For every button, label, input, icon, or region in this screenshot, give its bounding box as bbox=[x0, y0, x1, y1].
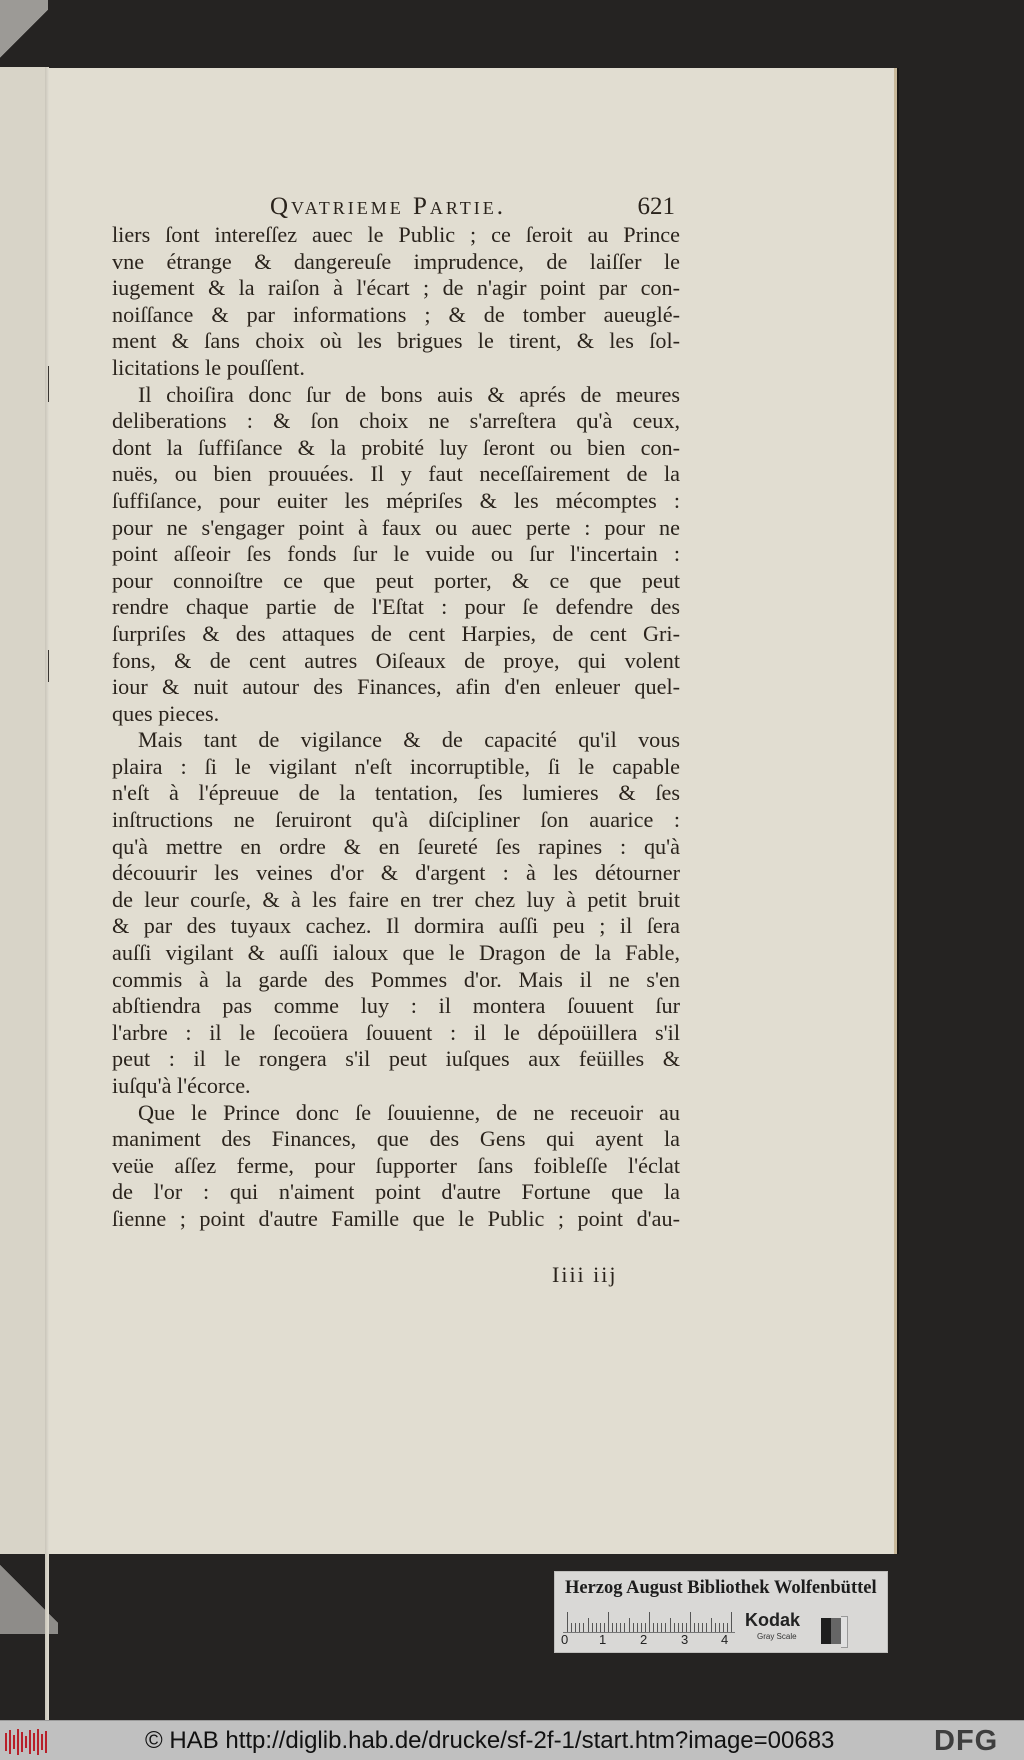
gray-scale-swatch-edge bbox=[841, 1616, 848, 1648]
ruler-tick bbox=[690, 1612, 691, 1632]
library-color-target bbox=[554, 1571, 888, 1653]
ruler-tick bbox=[653, 1623, 654, 1632]
page-number: 621 bbox=[637, 193, 675, 220]
kodak-subtitle: Gray Scale bbox=[757, 1632, 797, 1641]
text-line: vne étrange & dangereuſe imprudence, de laiſſer le bbox=[112, 248, 680, 274]
text-line: iour & nuit autour des Finances, afin d'en enleuer quel- bbox=[112, 674, 680, 700]
ruler-tick bbox=[670, 1618, 671, 1632]
text-line: maniment des Finances, que des Gens qui ayent la bbox=[112, 1126, 680, 1152]
text-line: commis à la garde des Pommes d'or. Mais il ne s'en bbox=[112, 966, 680, 992]
ruler-tick bbox=[575, 1623, 576, 1632]
ruler-tick bbox=[665, 1623, 666, 1632]
ruler-tick bbox=[633, 1623, 634, 1632]
text-line: rendre chaque partie de l'Eſtat : pour ſe defendre des bbox=[112, 594, 680, 620]
text-line: peut : il le rongera s'il peut iuſques aux feüilles & bbox=[112, 1046, 680, 1072]
ruler-tick bbox=[608, 1612, 609, 1632]
signature-mark: Iiii iij bbox=[552, 1262, 618, 1287]
ruler-tick bbox=[727, 1623, 728, 1632]
text-line: deliberations : & ſon choix ne s'arreſtera qu'à ceux, bbox=[112, 408, 680, 434]
ruler-tick bbox=[686, 1623, 687, 1632]
text-line: iugement & la raiſon à l'écart ; de n'agir point par con- bbox=[112, 275, 680, 301]
gray-scale-swatch bbox=[821, 1618, 843, 1644]
ruler-tick bbox=[579, 1623, 580, 1632]
ruler-tick bbox=[682, 1623, 683, 1632]
text-line: noiſſance & par informations ; & de tomber aueuglé- bbox=[112, 301, 680, 327]
previous-page-edge bbox=[0, 67, 47, 1554]
ruler-tick bbox=[657, 1623, 658, 1632]
text-line: ſurpriſes & des attaques de cent Harpies, de cent Gri- bbox=[112, 620, 680, 646]
scale-ruler bbox=[563, 1612, 735, 1633]
text-line: Que le Prince donc ſe ſouuienne, de ne receuoir au bbox=[138, 1099, 680, 1125]
text-line: qu'à mettre en ordre & en ſeureté ſes rapines : qu'à bbox=[112, 833, 680, 859]
ruler-tick bbox=[719, 1623, 720, 1632]
ruler-tick bbox=[649, 1612, 650, 1632]
scanner-corner-bottom bbox=[0, 1554, 58, 1634]
ruler-number: 2 bbox=[640, 1632, 648, 1647]
running-head bbox=[270, 193, 675, 223]
ruler-tick bbox=[583, 1623, 584, 1632]
hab-logo-icon bbox=[5, 1729, 47, 1755]
text-line: point aſſeoir ſes fonds ſur le vuide ou ſur l'incertain : bbox=[112, 541, 680, 567]
ruler-tick bbox=[624, 1623, 625, 1632]
text-line: de leur courſe, & à les faire en trer chez luy à petit bruit bbox=[112, 886, 680, 912]
ruler-tick bbox=[571, 1623, 572, 1632]
text-line: l'arbre : il le ſecoüera ſouuent : il le dépoüillera s'il bbox=[112, 1019, 680, 1045]
scanner-corner-top bbox=[0, 0, 48, 68]
ruler-tick bbox=[674, 1623, 675, 1632]
text-line: plaira : ſi le vigilant n'eſt incorruptible, ſi le capable bbox=[112, 753, 680, 779]
footer-bar bbox=[0, 1720, 1024, 1760]
text-line: abſtiendra pas comme luy : il montera ſouuent ſur bbox=[112, 993, 680, 1019]
ruler-tick bbox=[661, 1623, 662, 1632]
text-line: ſienne ; point d'autre Famille que le Public ; point d'au- bbox=[112, 1205, 680, 1231]
running-title: Qvatrieme Partie. bbox=[270, 193, 507, 220]
ruler-tick bbox=[715, 1623, 716, 1632]
text-line: nuës, ou bien prouuées. Il y faut neceſſairement de la bbox=[112, 461, 680, 487]
text-line: ſuffiſance, pour euiter les mépriſes & les mécomptes : bbox=[112, 487, 680, 513]
body-text bbox=[112, 222, 680, 1233]
ruler-tick bbox=[588, 1618, 589, 1632]
ruler-tick bbox=[567, 1612, 568, 1632]
text-line: découurir les veines d'or & d'argent : à les détourner bbox=[112, 860, 680, 886]
text-line: ment & ſans choix où les brigues le tirent, & les ſol- bbox=[112, 328, 680, 354]
ruler-number: 0 bbox=[561, 1632, 569, 1647]
dfg-logo: DFG bbox=[934, 1725, 999, 1757]
text-line: & par des tuyaux cachez. Il dormira auſſi peu ; il ſera bbox=[112, 913, 680, 939]
ruler-tick bbox=[702, 1623, 703, 1632]
ruler-tick bbox=[678, 1623, 679, 1632]
text-line: pour ne s'engager point à faux ou auec perte : pour ne bbox=[112, 514, 680, 540]
ruler-tick bbox=[723, 1623, 724, 1632]
text-line: dont la ſuffiſance & la probité luy ſeront ou bien con- bbox=[112, 434, 680, 460]
ruler-numbers bbox=[561, 1632, 737, 1648]
ruler-tick bbox=[645, 1623, 646, 1632]
ruler-tick bbox=[592, 1623, 593, 1632]
ruler-tick bbox=[694, 1623, 695, 1632]
copyright-url-link[interactable]: © HAB http://diglib.hab.de/drucke/sf-2f-1/start.htm?image=00683 bbox=[145, 1727, 835, 1754]
ruler-tick bbox=[616, 1623, 617, 1632]
text-line: ques pieces. bbox=[112, 700, 220, 726]
text-line: n'eſt à l'épreuue de la tentation, ſes lumieres & ſes bbox=[112, 780, 680, 806]
text-line: Il choiſira donc ſur de bons auis & aprés de meures bbox=[138, 381, 680, 407]
ruler-tick bbox=[698, 1623, 699, 1632]
text-line: veüe aſſez ferme, pour ſupporter ſans foibleſſe l'éclat bbox=[112, 1152, 680, 1178]
ruler-tick bbox=[612, 1623, 613, 1632]
ruler-tick bbox=[706, 1623, 707, 1632]
text-line: auſſi vigilant & auſſi ialoux que le Dragon de la Fable, bbox=[112, 940, 680, 966]
library-name: Herzog August Bibliothek Wolfenbüttel bbox=[565, 1578, 877, 1598]
kodak-brand: Kodak bbox=[745, 1610, 801, 1630]
ruler-number: 1 bbox=[599, 1632, 607, 1647]
text-line: licitations le pouſſent. bbox=[112, 354, 305, 380]
ruler-tick bbox=[629, 1618, 630, 1632]
ruler-tick bbox=[637, 1623, 638, 1632]
ruler-tick bbox=[620, 1623, 621, 1632]
text-line: liers ſont intereſſez auec le Public ; ce ſeroit au Prince bbox=[112, 222, 680, 247]
ruler-tick bbox=[596, 1623, 597, 1632]
text-line: Mais tant de vigilance & de capacité qu'il vous bbox=[138, 727, 680, 753]
text-line: pour connoiſtre ce que peut porter, & ce que peut bbox=[112, 567, 680, 593]
ruler-tick bbox=[711, 1618, 712, 1632]
ruler-tick bbox=[600, 1623, 601, 1632]
ruler-tick bbox=[604, 1623, 605, 1632]
ruler-tick bbox=[731, 1612, 732, 1632]
ruler-number: 3 bbox=[681, 1632, 689, 1647]
text-line: iuſqu'à l'écorce. bbox=[112, 1073, 251, 1098]
text-line: inſtructions ne ſeruiront qu'à diſcipliner ſon auarice : bbox=[112, 807, 680, 833]
ruler-number: 4 bbox=[721, 1632, 729, 1647]
text-line: de l'or : qui n'aiment point d'autre Fortune que la bbox=[112, 1179, 680, 1205]
text-line: fons, & de cent autres Oiſeaux de proye, qui volent bbox=[112, 647, 680, 673]
ruler-tick bbox=[641, 1623, 642, 1632]
